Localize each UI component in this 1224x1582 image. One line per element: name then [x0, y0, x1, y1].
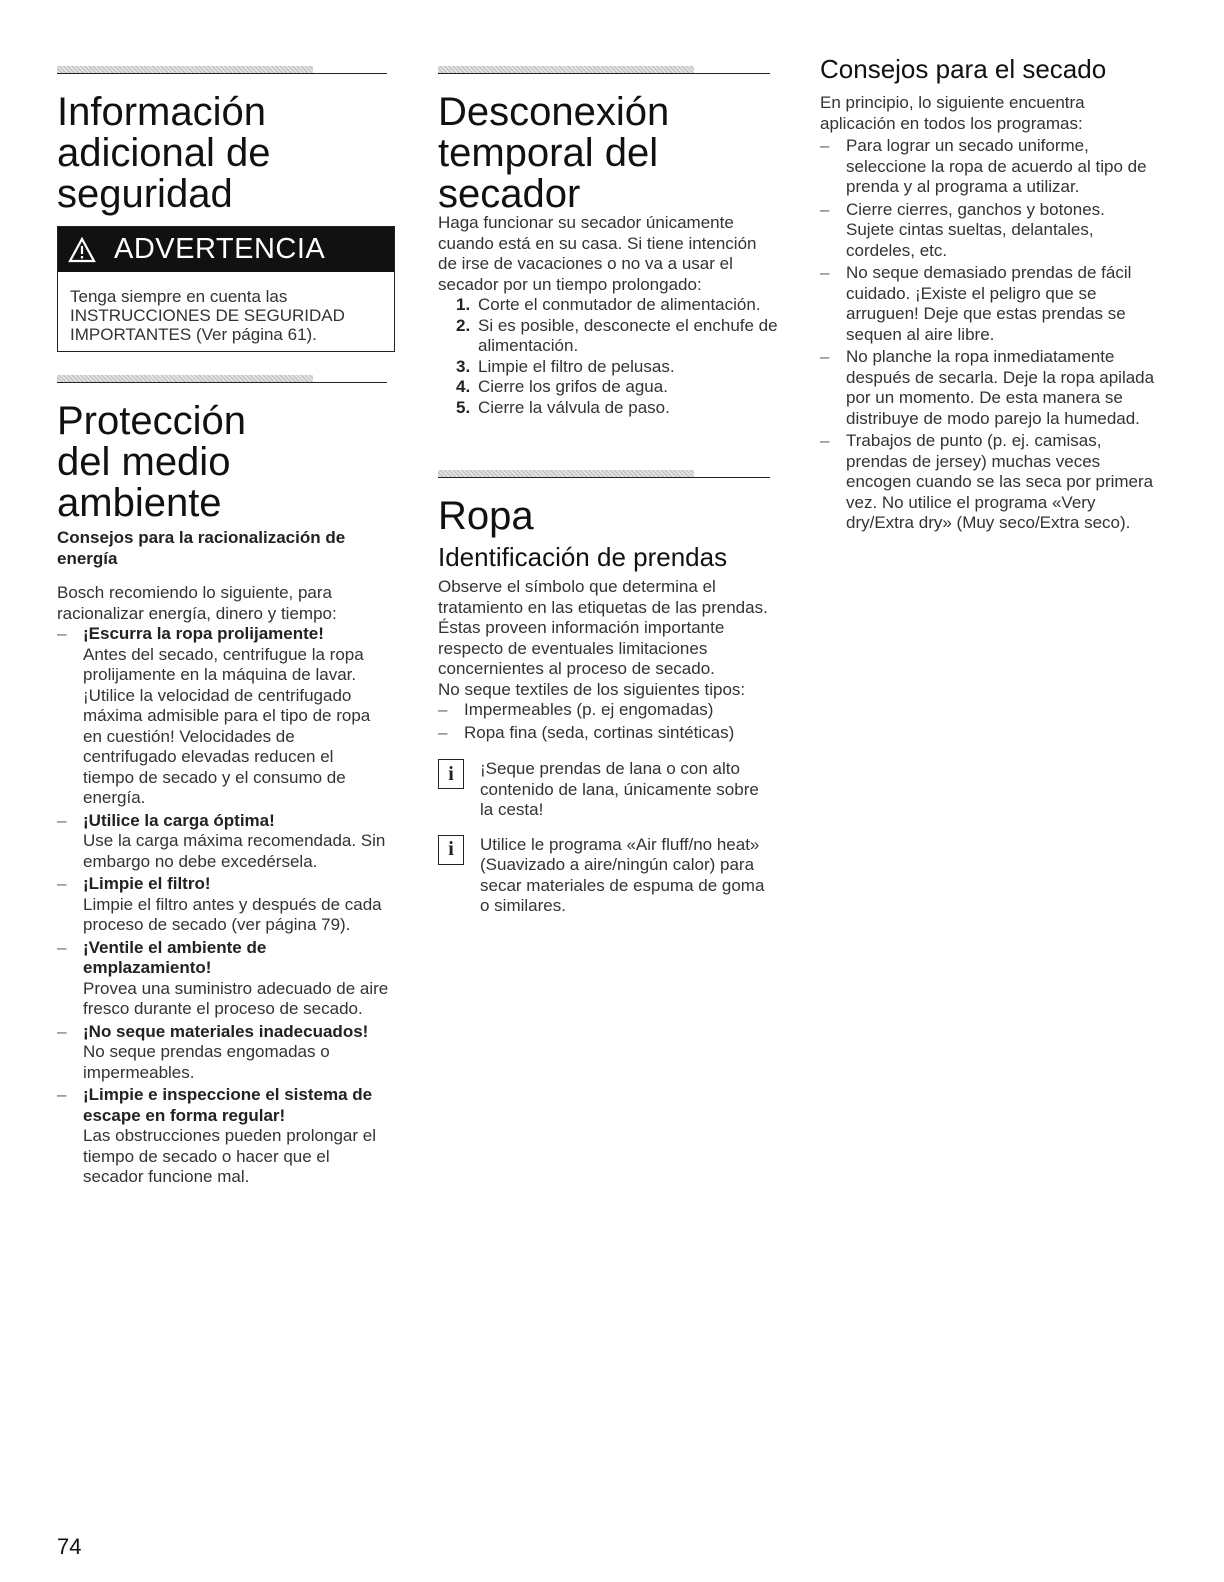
note-text: Utilice le programa «Air fluff/no heat» (Suavizado a aire/ningún calor) para secar materiales de espuma de goma o similares.: [480, 834, 765, 915]
info-icon: i: [438, 835, 464, 865]
section-rule: [57, 66, 387, 74]
step-item: [438, 377, 778, 398]
warning-triangle-icon: [68, 237, 96, 263]
section-rule: [438, 66, 770, 74]
list-item: [57, 1022, 389, 1084]
title-line: del medio: [57, 440, 231, 484]
energy-tips-list: [57, 624, 389, 1188]
warning-header: [58, 227, 394, 272]
tip-text: Limpie el filtro antes y después de cada proceso de secado (ver página 79).: [83, 894, 382, 934]
drying-tips-list: [820, 136, 1155, 534]
list-item: – Impermeables (p. ej engomadas): [438, 700, 772, 721]
title-line: ambiente: [57, 481, 222, 525]
note-text: ¡Seque prendas de lana o con alto contenido de lana, únicamente sobre la cesta!: [480, 759, 759, 819]
tips-intro: En principio, lo siguiente encuentra aplicación en todos los programas:: [820, 93, 1085, 133]
tip-text: Provea una suministro adecuado de aire fresco durante el proceso de secado.: [83, 978, 389, 1018]
environment-intro: Bosch recomiendo lo siguiente, para racionalizar energía, dinero y tiempo:: [57, 583, 337, 623]
tips-title: Consejos para el secado: [820, 54, 1107, 84]
safety-title: [57, 92, 389, 215]
list-item: [57, 624, 389, 809]
title-line: Protección: [57, 399, 246, 443]
list-item: – Trabajos de punto (p. ej. camisas, prendas de jersey) muchas veces encogen cuando se las seca por primera vez. No utilice el programa «Very dry/Extra dry» (Muy seco/Extra seco).: [820, 431, 1155, 534]
list-item: – Cierre cierres, ganchos y botones. Sujete cintas sueltas, delantales, cordeles, etc.: [820, 200, 1155, 262]
step-text: Si es posible, desconecte el enchufe de alimentación.: [478, 315, 778, 355]
disconnect-body: [438, 213, 778, 418]
info-note: [438, 835, 772, 917]
step-item: [438, 398, 778, 419]
tips-body: [820, 93, 1155, 536]
warning-line: INSTRUCCIONES DE SEGURIDAD: [70, 306, 345, 325]
tip-text: Antes del secado, centrifugue la ropa prolijamente en la máquina de lavar. ¡Utilice la velocidad de centrifugado máxima admisible para el tipo de ropa en cuestión! Velocidades de centrifugado elevadas reducen el tiempo de secado y el consumo de energía.: [83, 644, 371, 807]
ropa-title: Ropa: [438, 494, 534, 538]
step-item: [438, 316, 778, 357]
info-icon: i: [438, 759, 464, 789]
list-item: – No seque demasiado prendas de fácil cuidado. ¡Existe el peligro que se arruguen! Deje que estas prendas se sequen al aire libre.: [820, 263, 1155, 345]
environment-title: [57, 401, 389, 524]
step-text: Corte el conmutador de alimentación.: [478, 295, 761, 314]
tip-lead: – ¡Utilice la carga óptima!: [83, 810, 275, 830]
ropa-paragraph: No seque textiles de los siguientes tipos:: [438, 679, 746, 699]
disconnect-intro: Haga funcionar su secador únicamente cuando está en su casa. Si tiene intención de irse de vacaciones o no va a usar el secador por un tiempo prolongado:: [438, 213, 757, 294]
section-rule: [438, 470, 770, 478]
tip-lead: – ¡Escurra la ropa prolijamente!: [83, 624, 324, 643]
step-text: Cierre los grifos de agua.: [478, 377, 668, 396]
title-line: seguridad: [57, 172, 233, 216]
tip-text: Las obstrucciones pueden prolongar el tiempo de secado o hacer que el secador funcione mal.: [83, 1126, 376, 1186]
step-text: Limpie el filtro de pelusas.: [478, 356, 675, 376]
step-number: 2.: [456, 315, 471, 335]
warning-box: [57, 226, 395, 352]
step-number: 3.: [456, 356, 471, 376]
step-number: 1.: [456, 295, 471, 314]
tip-lead: – ¡Limpie el filtro!: [83, 874, 211, 893]
environment-body: [57, 528, 389, 1190]
tip-text: No seque prendas engomadas o impermeables.: [83, 1042, 330, 1082]
page-number: 74: [57, 1534, 82, 1559]
environment-subtitle: Consejos para la racionalización de energía: [57, 528, 346, 568]
title-line: Desconexión: [438, 90, 670, 134]
title-line: temporal del: [438, 131, 659, 175]
section-rule: [57, 375, 387, 383]
title-line: adicional de: [57, 131, 271, 175]
info-notes: [438, 759, 772, 917]
list-item: [57, 1085, 389, 1188]
list-item: [57, 874, 389, 936]
disconnect-steps: [438, 295, 778, 418]
warning-line: IMPORTANTES (Ver página 61).: [70, 325, 317, 344]
list-item: – Ropa fina (seda, cortinas sintéticas): [438, 723, 772, 744]
step-text: Cierre la válvula de paso.: [478, 397, 670, 417]
title-line: Información: [57, 90, 266, 134]
warning-line: Tenga siempre en cuenta las: [70, 287, 288, 306]
list-item: [57, 811, 389, 873]
step-item: [438, 357, 778, 378]
tip-lead: – ¡Limpie e inspeccione el sistema de escape en forma regular!: [83, 1085, 373, 1125]
warning-text: [58, 272, 394, 344]
disconnect-title: [438, 92, 772, 215]
tip-text: Use la carga máxima recomendada. Sin embargo no debe excedérsela.: [83, 831, 386, 871]
step-item: [438, 295, 778, 316]
tip-lead: – ¡No seque materiales inadecuados!: [83, 1021, 369, 1041]
list-item: – Para lograr un secado uniforme, seleccione la ropa de acuerdo al tipo de prenda y al programa a utilizar.: [820, 136, 1155, 198]
tip-lead: – ¡Ventile el ambiente de emplazamiento!: [83, 937, 267, 977]
ropa-subtitle: Identificación de prendas: [438, 542, 728, 572]
info-note: [438, 759, 772, 821]
title-line: secador: [438, 172, 581, 216]
warning-title: ADVERTENCIA: [114, 233, 326, 265]
list-item: – No planche la ropa inmediatamente después de secarla. Deje la ropa apilada por un momento. De esta manera se distribuye de modo parejo la humedad.: [820, 347, 1155, 429]
step-number: 4.: [456, 377, 471, 396]
ropa-body: [438, 577, 772, 931]
list-item: [57, 938, 389, 1020]
textile-list: [438, 700, 772, 743]
step-number: 5.: [456, 397, 471, 417]
ropa-paragraph: Observe el símbolo que determina el tratamiento en las etiquetas de las prendas. Éstas proveen información importante respecto de eventuales limitaciones concernientes al proceso de secado.: [438, 577, 768, 678]
